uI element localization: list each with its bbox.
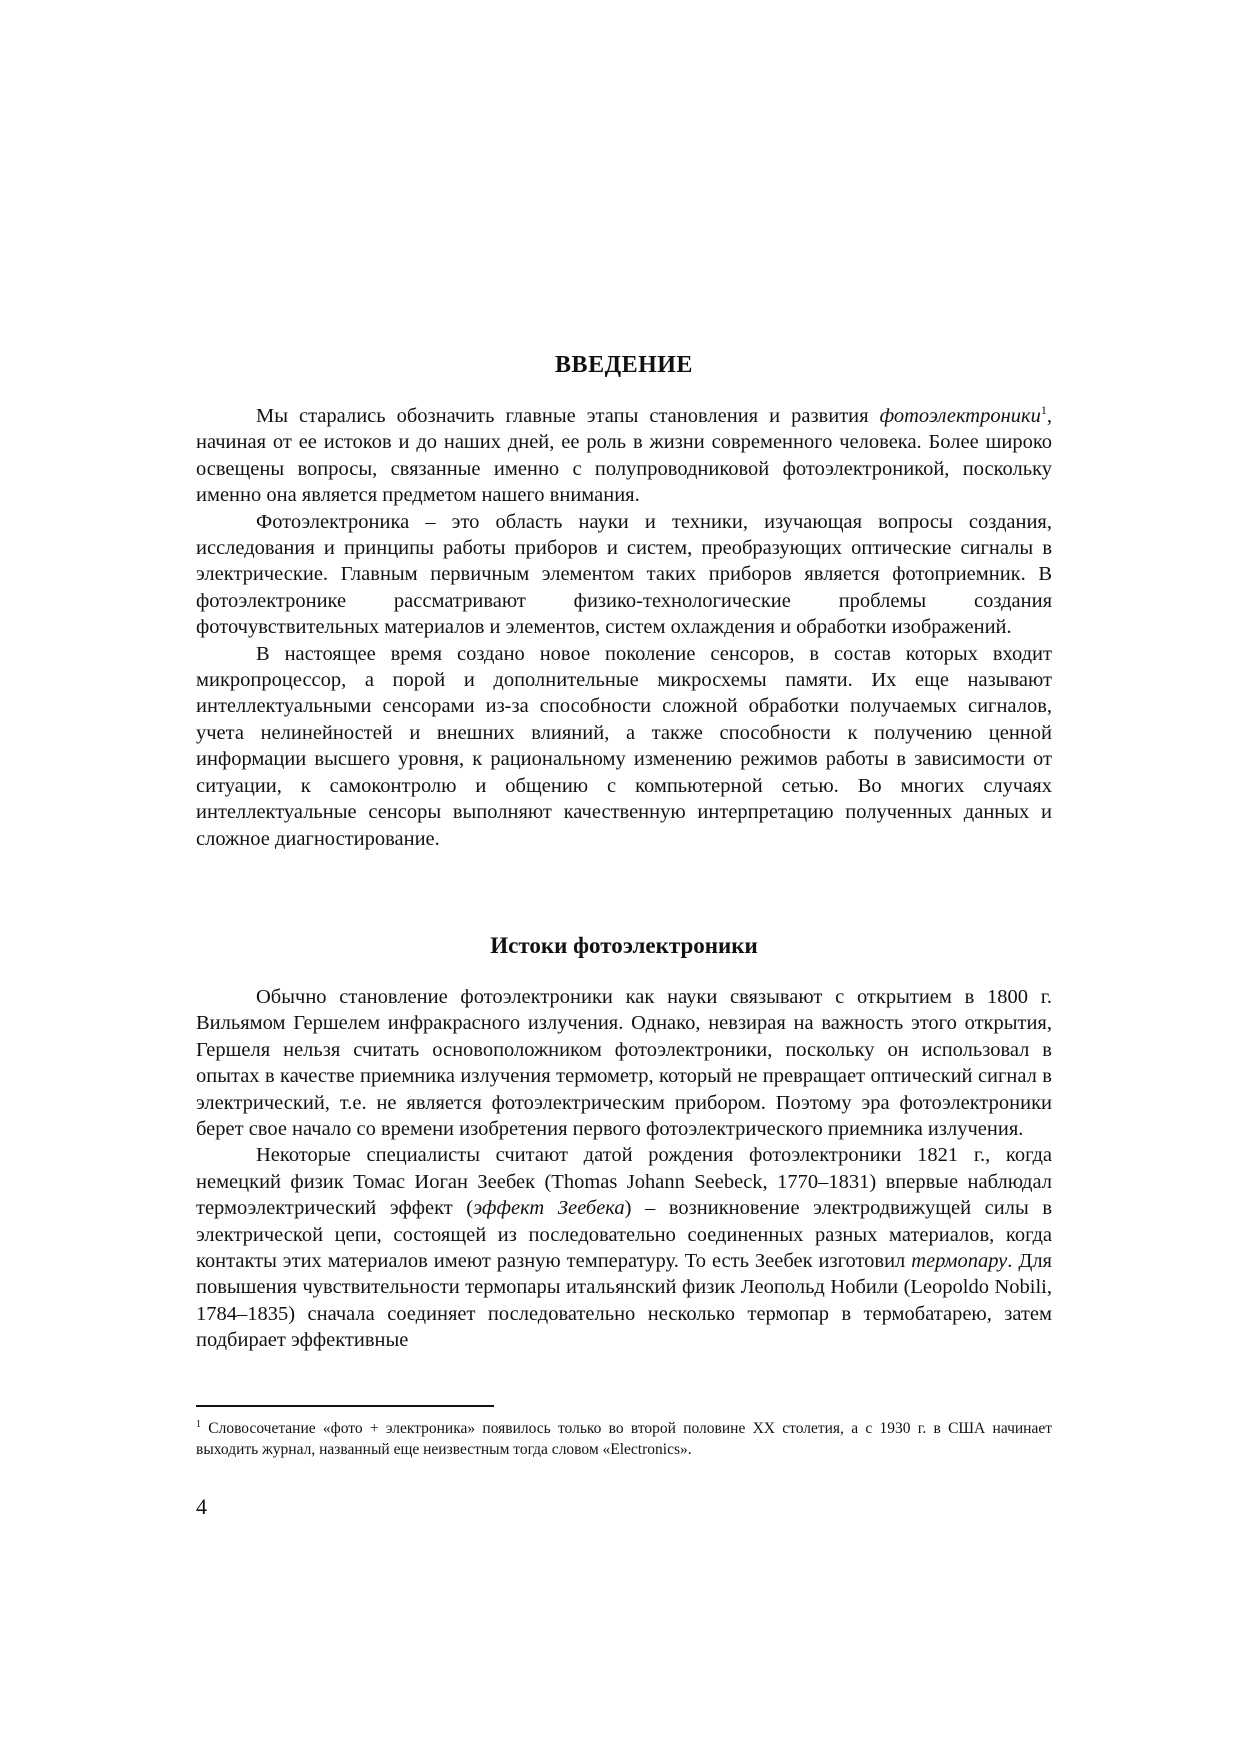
page-number: 4 xyxy=(196,1494,207,1519)
term-thermocouple: термопару xyxy=(911,1250,1008,1273)
origins-paragraph-1: Обычно становление фотоэлектроники как науки связывают с открытием в 1800 г. Вильямом Гершелем инфракрасного излучения. Однако, невзирая на важность этого открытия, Гершеля нельзя считать основоположником фотоэлектроники, поскольку он использовал в опытах в качестве приемника излучения термометр, который не превращает оптический сигнал в электрический, т.е. не является фотоэлектрическим прибором. Поэтому эра фотоэлектроники берет свое начало со времени изобретения первого фотоэлектрического приемника излучения. xyxy=(196,986,1052,1141)
intro-p1-text-end: , начиная от ее истоков и до наших дней, ее роль в жизни современного человека. Более широко освещены вопросы, связанные именно с полупроводниковой фотоэлектроникой, поскольку именно она является предметом нашего внимания. xyxy=(196,405,1052,507)
term-photoelectronics: фотоэлектроники xyxy=(879,405,1041,427)
origins-section xyxy=(196,984,1052,1354)
section-title: Истоки фотоэлектроники xyxy=(490,933,758,958)
footnote-reference[interactable]: 1 xyxy=(1040,403,1047,418)
introduction-section xyxy=(196,403,1052,852)
intro-p1-text-start: Мы старались обозначить главные этапы становления и развития xyxy=(256,405,880,427)
footnote-marker: 1 xyxy=(196,1418,201,1430)
footnote-text: Словосочетание «фото + электроника» появилось только во второй половине XX столетия, а с 1930 г. в США начинает выходить журнал, названный еще неизвестным тогда словом «Electronics». xyxy=(196,1420,1052,1458)
origins-p2-text-2: ) – возникновение электродвижущей силы в электрической цепи, состоящей из последовательно соединенных разных материалов, когда контакты этих материалов имеют разную температуру. То есть Зеебек изготовил xyxy=(196,1197,1053,1273)
chapter-title: ВВЕДЕНИЕ xyxy=(555,352,693,378)
origins-p2-text-1: Некоторые специалисты считают датой рождения фотоэлектроники 1821 г., когда немецкий физик Томас Иоган Зеебек (Thomas Johann Seebeck, 1770–1831) впервые наблюдал термоэлектрический эффект ( xyxy=(196,1144,1052,1220)
intro-paragraph-1 xyxy=(196,403,1052,509)
origins-paragraph-2 xyxy=(196,1142,1052,1353)
term-seebeck-effect: эффект Зеебека xyxy=(473,1197,625,1220)
intro-paragraph-3: В настоящее время создано новое поколение сенсоров, в состав которых входит микропроцессор, а порой и дополнительные микросхемы памяти. Их еще называют интеллектуальными сенсорами из-за способности сложной обработки получаемых сигналов, учета нелинейностей и внешних влияний, а также способности к получению ценной информации высшего уровня, к рациональному изменению режимов работы в зависимости от ситуации, к самоконтролю и общению с компьютерной сетью. Во многих случаях интеллектуальные сенсоры выполняют качественную интерпретацию полученных данных и сложное диагностирование. xyxy=(196,642,1052,850)
footnote-divider xyxy=(196,1405,494,1407)
footnote xyxy=(196,1418,1052,1460)
intro-paragraph-2: Фотоэлектроника – это область науки и техники, изучающая вопросы создания, исследования и принципы работы приборов и систем, преобразующих оптические сигналы в электрические. Главным первичным элементом таких приборов является фотоприемник. В фотоэлектронике рассматривают физико-технологические проблемы создания фоточувствительных материалов и элементов, систем охлаждения и обработки изображений. xyxy=(196,510,1052,639)
origins-p2-text-3: . Для повышения чувствительности термопары итальянский физик Леопольд Нобили (Leopoldo Nobili, 1784–1835) сначала соединяет последовательно несколько термопар в термобатарею, затем подбирает эффективные xyxy=(196,1250,1052,1352)
